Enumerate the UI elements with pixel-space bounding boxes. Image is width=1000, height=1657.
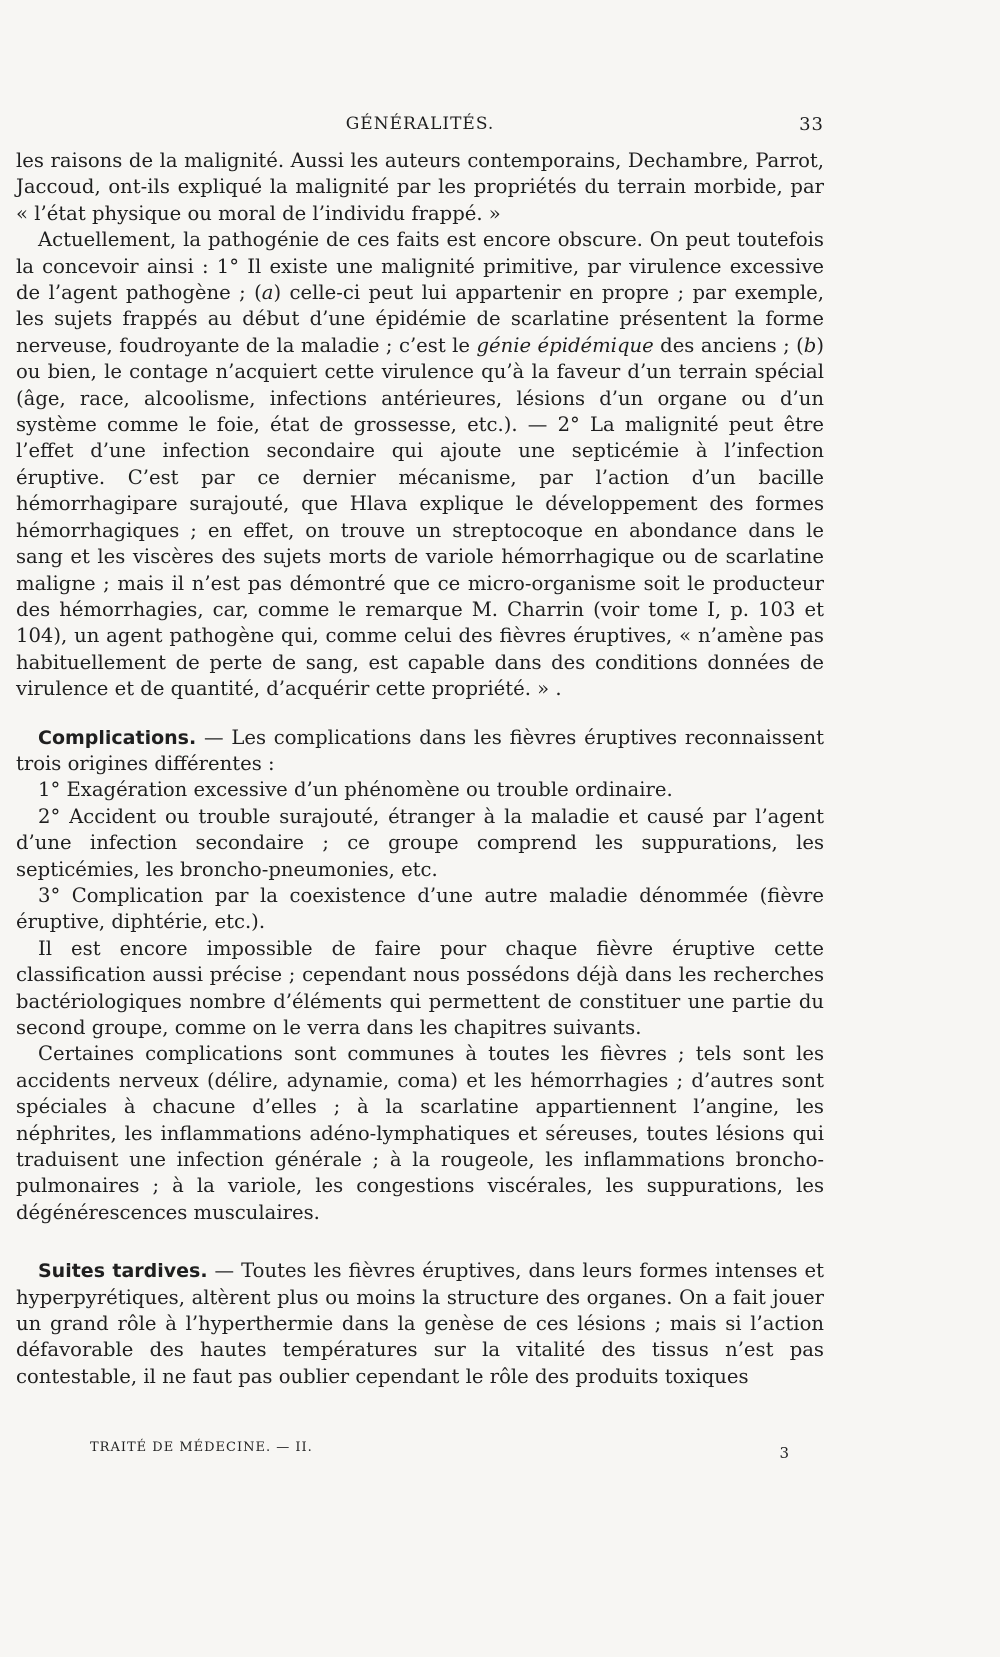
text-span: Actuellement, la pathogénie de ces faits est encore obscure. On peut toutefois la concevoir ainsi : 1° Il existe une malignité primitive, par virulence excessive de l’agent pathogène ; ( [16,228,824,305]
page-body [16,148,824,1390]
paragraph-malignity-causes: les raisons de la malignité. Aussi les auteurs contemporains, Dechambre, Parrot, Jaccoud, ont-ils expliqué la malignité par les propriétés du terrain morbide, par « l’état physique ou moral de l’individu frappé. » [16,149,824,225]
page-number: 33 [799,114,824,135]
paragraph-pathogenesis [16,227,824,702]
paragraph-classification: Il est encore impossible de faire pour chaque fièvre éruptive cette classification aussi précise ; cependant nous possédons déjà dans les recherches bactériologiques nombre d’éléments qui permettent de constituer une partie du second groupe, comme on le verra dans les chapitres suivants. [16,936,824,1039]
text-span: des anciens ; ( [653,333,804,357]
italic-letter-b: b [803,333,817,357]
section-suites-tardives [16,1258,824,1390]
section-complications [16,725,824,778]
text-span: ) celle-ci peut lui appartenir en propre ; par exemple, les sujets frappés au début d’une épidémie de scarlatine présentent la forme nerveuse, foudroyante de la maladie ; c’est le [16,281,824,357]
italic-letter-a: a [261,281,274,305]
footer-signature: TRAITÉ DE MÉDECINE. — II. [90,1440,313,1455]
complication-item-2: 2° Accident ou trouble surajouté, étranger à la maladie et causé par l’agent d’une infection secondaire ; ce groupe comprend les suppurations, les septicémies, les broncho-pneumonies, etc. [16,804,824,881]
section-heading-complications: Complications. [38,726,197,749]
page-footer [90,1440,790,1466]
paragraph-common-complications: Certaines complications sont communes à toutes les fièvres ; tels sont les accidents nerveux (délire, adynamie, coma) et les hémorrhagies ; d’autres sont spéciales à chacune d’elles ; à la scarlatine appartiennent l’angine, les néphrites, les inflammations adéno-lymphatiques et séreuses, toutes lésions qui traduisent une infection générale ; à la rougeole, les inflammations broncho-pulmonaires ; à la variole, les congestions viscérales, les suppurations, les dégénérescences musculaires. [16,1042,824,1224]
complication-item-1: 1° Exagération excessive d’un phénomène ou trouble ordinaire. [38,778,673,802]
suites-text: — Toutes les fièvres éruptives, dans leurs formes intenses et hyperpyrétiques, altèrent plus ou moins la structure des organes. On a fait jouer un grand rôle à l’hyperthermie dans la genèse de ces lésions ; mais si l’action défavorable des hautes températures sur la vitalité des tissus n’est pas contestable, il ne faut pas oublier cependant le rôle des produits toxiques [16,1259,824,1388]
running-title: GÉNÉRALITÉS. [345,114,495,134]
text-span: ) ou bien, le contage n’acquiert cette virulence qu’à la faveur d’un terrain spécial (âge, race, alcoolisme, infections antérieures, lésions d’un organe ou d’un système comme le foie, état de grossesse, etc.). — 2° La malignité peut être l’effet d’une infection secondaire qui ajoute une septicémie à l’infection éruptive. C’est par ce dernier mécanisme, par l’action d’un bacille hémorrhagipare surajouté, que Hlava explique le développement des formes hémorrhagiques ; en effet, on trouve un streptocoque en abondance dans le sang et les viscères des sujets morts de variole hémorrhagique ou de scarlatine maligne ; mais il n’est pas démontré que ce micro-organisme soit le producteur des hémorrhagies, car, comme le remarque M. Charrin (voir tome I, p. 103 et 104), un agent pathogène qui, comme celui des fièvres éruptives, « n’amène pas habituellement de perte de sang, est capable dans des conditions données de virulence et de quantité, d’acquérir cette propriété. » . [16,333,824,701]
signature-number: 3 [779,1444,790,1462]
italic-genie-epidemique: génie épidémique [476,333,654,357]
complications-intro: — Les complications dans les fièvres éruptives reconnaissent trois origines différentes : [16,725,824,775]
complication-item-3: 3° Complication par la coexistence d’une autre maladie dénommée (fièvre éruptive, diphtérie, etc.). [16,883,824,934]
section-heading-suites-tardives: Suites tardives. [38,1260,208,1283]
running-header [16,112,824,142]
